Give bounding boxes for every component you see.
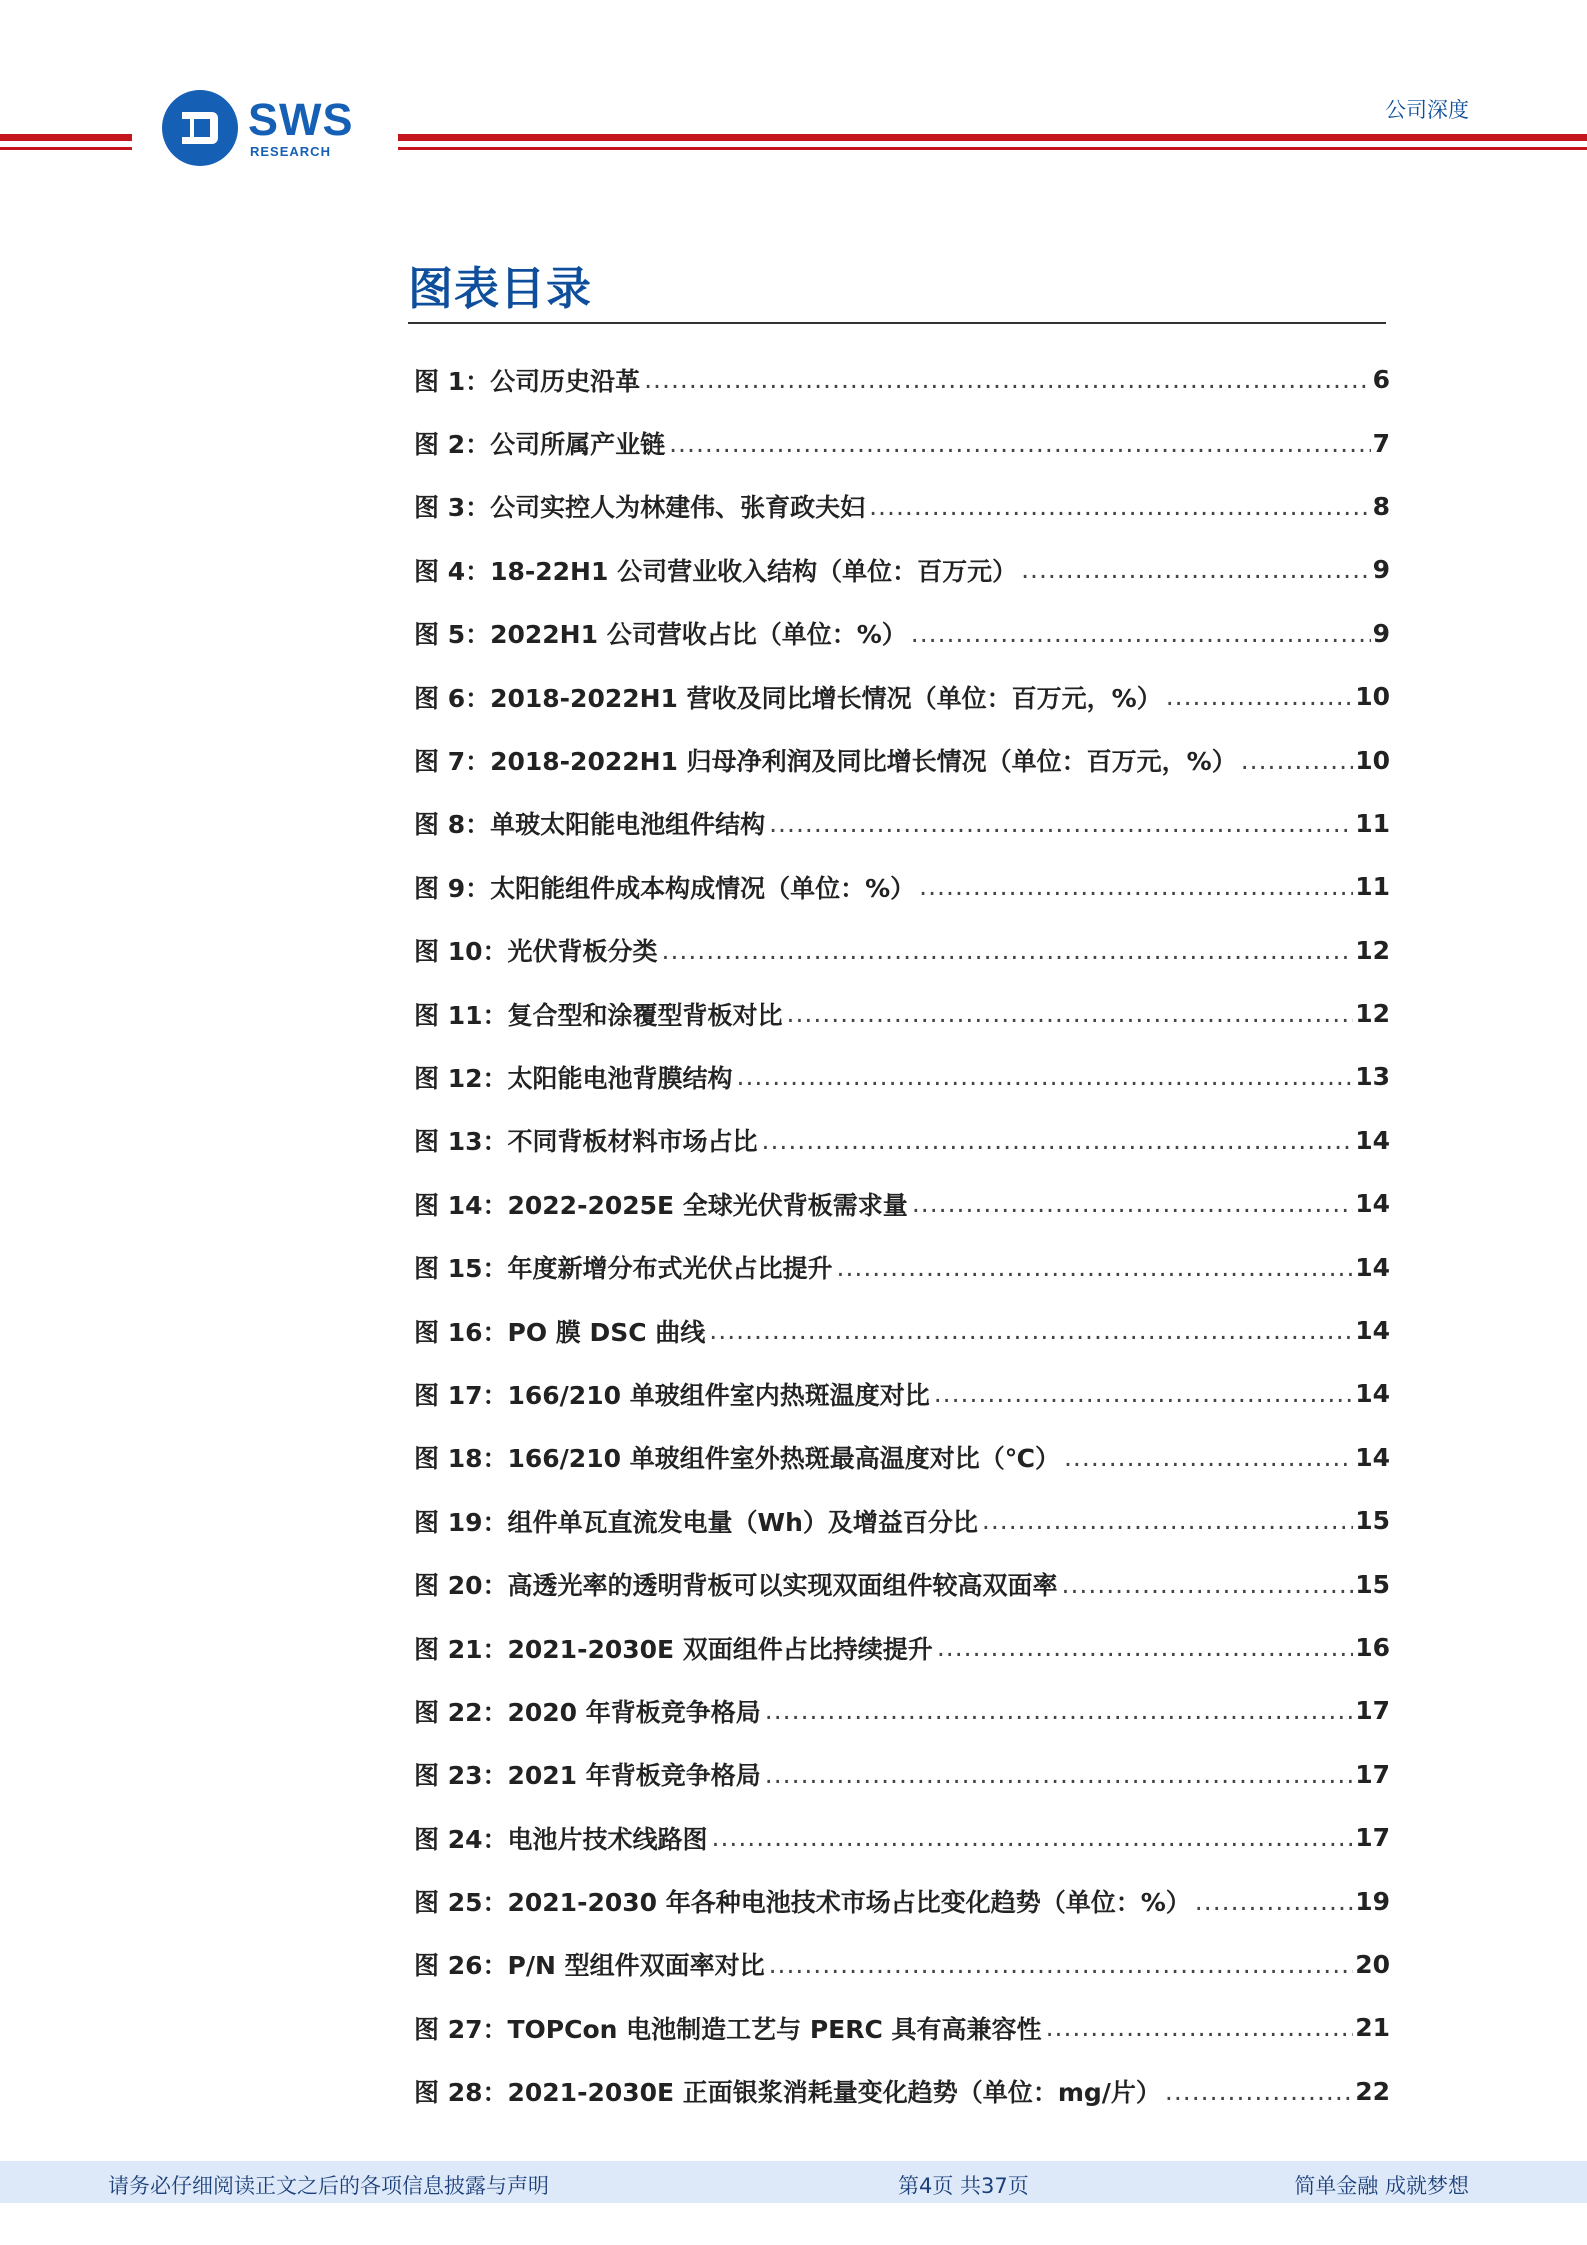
- sws-logo: [160, 88, 360, 168]
- toc-entry-leader: [1165, 2077, 1353, 2106]
- toc-entry-page: 19: [1355, 1886, 1390, 1916]
- toc-entry[interactable]: [414, 1362, 1390, 1425]
- toc-entry-page: 14: [1355, 1252, 1390, 1282]
- logo-wordmark: SWS: [248, 94, 354, 145]
- report-type-label: 公司深度: [1385, 98, 1469, 122]
- toc-entry-leader: [1046, 2013, 1354, 2042]
- toc-entry[interactable]: [414, 1679, 1390, 1742]
- toc-entry-label: 图 6：2018-2022H1 营收及同比增长情况（单位：百万元，%）: [414, 683, 1162, 713]
- header-red-bar-left: [0, 134, 132, 141]
- toc-entry-page: 6: [1372, 365, 1390, 395]
- toc-entry-leader: [709, 1316, 1353, 1345]
- toc-entry-leader: [1166, 682, 1353, 711]
- toc-entry-page: 14: [1355, 1316, 1390, 1346]
- toc-entry-leader: [869, 492, 1370, 521]
- toc-entry-page: 11: [1355, 872, 1390, 902]
- toc-entry-label: 图 14：2022-2025E 全球光伏背板需求量: [414, 1190, 908, 1220]
- toc-entry-page: 16: [1355, 1633, 1390, 1662]
- toc-entry-leader: [837, 1253, 1354, 1282]
- toc-title: 图表目录: [408, 262, 593, 315]
- sws-logo-icon: [160, 88, 240, 168]
- header-red-line-left: [0, 147, 132, 150]
- toc-entry-label: 图 11：复合型和涂覆型背板对比: [414, 1000, 783, 1030]
- toc-entry-leader: [762, 1126, 1354, 1155]
- toc-entry-label: 图 21：2021-2030E 双面组件占比持续提升: [414, 1634, 933, 1664]
- toc-entry-page: 22: [1355, 2076, 1390, 2106]
- toc-entry-label: 图 5：2022H1 公司营收占比（单位：%）: [414, 620, 907, 650]
- toc-entry-leader: [712, 1823, 1354, 1852]
- toc-entry[interactable]: [414, 1743, 1390, 1806]
- toc-entry-label: 图 25：2021-2030 年各种电池技术市场占比变化趋势（单位：%）: [414, 1888, 1191, 1918]
- toc-entry-page: 14: [1355, 1125, 1390, 1155]
- toc-entry-page: 12: [1355, 935, 1390, 965]
- toc-entry-leader: [1195, 1887, 1353, 1916]
- toc-entry[interactable]: [414, 348, 1390, 411]
- toc-entry-leader: [765, 1760, 1353, 1789]
- toc-entry-label: 图 16：PO 膜 DSC 曲线: [414, 1317, 706, 1347]
- toc-entry-leader: [937, 1633, 1353, 1662]
- toc-entry[interactable]: [414, 1616, 1390, 1679]
- toc-entry-label: 图 23：2021 年背板竞争格局: [414, 1761, 761, 1791]
- toc-entry-label: 图 7：2018-2022H1 归母净利润及同比增长情况（单位：百万元，%）: [414, 747, 1237, 777]
- toc-entry[interactable]: [414, 1172, 1390, 1235]
- toc-entry[interactable]: [414, 792, 1390, 855]
- toc-entry-page: 10: [1355, 745, 1390, 775]
- toc-entry-label: 图 8：单玻太阳能电池组件结构: [414, 810, 766, 840]
- toc-entry-leader: [737, 1062, 1354, 1091]
- toc-title-divider: [408, 322, 1386, 324]
- footer-page-info: 第4页 共37页: [898, 2174, 1029, 2198]
- toc-entry-leader: [769, 809, 1353, 838]
- toc-entry[interactable]: [414, 855, 1390, 918]
- toc-entry-page: 17: [1355, 1759, 1390, 1789]
- toc-entry-label: 图 1：公司历史沿革: [414, 366, 641, 396]
- toc-entry-label: 图 28：2021-2030E 正面银浆消耗量变化趋势（单位：mg/片）: [414, 2078, 1161, 2108]
- toc-entry-page: 10: [1355, 682, 1390, 712]
- toc-entry-label: 图 4：18-22H1 公司营业收入结构（单位：百万元）: [414, 556, 1018, 586]
- toc-entry[interactable]: [414, 1806, 1390, 1869]
- toc-entry-page: 11: [1355, 808, 1390, 838]
- toc-entry-label: 图 3：公司实控人为林建伟、张育政夫妇: [414, 493, 866, 523]
- toc-entry[interactable]: [414, 1109, 1390, 1172]
- toc-entry-label: 图 10：光伏背板分类: [414, 937, 658, 967]
- toc-entry-label: 图 20：高透光率的透明背板可以实现双面组件较高双面率: [414, 1571, 1058, 1601]
- toc-entry-label: 图 19：组件单瓦直流发电量（Wh）及增益百分比: [414, 1507, 978, 1537]
- header-red-bar-right: [398, 134, 1587, 141]
- toc-entry-leader: [912, 1189, 1353, 1218]
- toc-entry-page: 14: [1355, 1379, 1390, 1409]
- toc-entry[interactable]: [414, 602, 1390, 665]
- footer-slogan: 简单金融 成就梦想: [1294, 2174, 1469, 2198]
- toc-entry[interactable]: [414, 1996, 1390, 2059]
- toc-entry[interactable]: [414, 919, 1390, 982]
- toc-entry[interactable]: [414, 1869, 1390, 1932]
- toc-entry[interactable]: [414, 982, 1390, 1045]
- toc-entry-label: 图 12：太阳能电池背膜结构: [414, 1063, 733, 1093]
- toc-entry-leader: [1062, 1570, 1354, 1599]
- footer-disclaimer: 请务必仔细阅读正文之后的各项信息披露与声明: [108, 2174, 549, 2198]
- toc-entry-leader: [1064, 1443, 1353, 1472]
- toc-entry[interactable]: [414, 1235, 1390, 1298]
- toc-entry-page: 9: [1372, 618, 1390, 648]
- toc-entry-page: 17: [1355, 1696, 1390, 1726]
- toc-entry-leader: [919, 872, 1353, 901]
- toc-entry[interactable]: [414, 1426, 1390, 1489]
- toc-entry[interactable]: [414, 475, 1390, 538]
- toc-entry-page: 15: [1355, 1569, 1390, 1599]
- toc-entry[interactable]: [414, 411, 1390, 474]
- toc-entry[interactable]: [414, 665, 1390, 728]
- toc-entry[interactable]: [414, 1299, 1390, 1362]
- toc-entry-label: 图 26：P/N 型组件双面率对比: [414, 1951, 765, 1981]
- toc-entry-page: 12: [1355, 999, 1390, 1029]
- toc-entry[interactable]: [414, 1552, 1390, 1615]
- header-red-line-right: [398, 147, 1587, 150]
- toc-entry-page: 20: [1355, 1949, 1390, 1979]
- toc-entry-label: 图 15：年度新增分布式光伏占比提升: [414, 1254, 833, 1284]
- toc-entry-leader: [787, 999, 1354, 1028]
- toc-entry-leader: [662, 936, 1354, 965]
- toc-entry-page: 15: [1355, 1506, 1390, 1536]
- toc-entry-leader: [982, 1506, 1353, 1535]
- toc-entry[interactable]: [414, 1045, 1390, 1108]
- toc-entry-page: 14: [1355, 1189, 1390, 1219]
- toc-entry-leader: [934, 1379, 1354, 1408]
- toc-entry-label: 图 18：166/210 单玻组件室外热斑最高温度对比（℃）: [414, 1444, 1060, 1474]
- toc-entry-label: 图 24：电池片技术线路图: [414, 1824, 708, 1854]
- toc-entry-label: 图 27：TOPCon 电池制造工艺与 PERC 具有高兼容性: [414, 2014, 1042, 2044]
- toc-entry-label: 图 9：太阳能组件成本构成情况（单位：%）: [414, 873, 916, 903]
- toc-entry[interactable]: [414, 1489, 1390, 1552]
- toc-entry-leader: [669, 429, 1370, 458]
- toc-entry-leader: [769, 1950, 1354, 1979]
- toc-entry-label: 图 13：不同背板材料市场占比: [414, 1127, 758, 1157]
- toc-entry-label: 图 17：166/210 单玻组件室内热斑温度对比: [414, 1380, 930, 1410]
- toc-entry-leader: [765, 1696, 1353, 1725]
- logo-subtext: RESEARCH: [250, 144, 331, 159]
- toc-entry-leader: [644, 365, 1370, 394]
- toc-entry-page: 8: [1372, 491, 1390, 521]
- toc-entry-page: 17: [1355, 1823, 1390, 1853]
- toc-entry-page: 13: [1355, 1062, 1390, 1092]
- toc-entry[interactable]: [414, 728, 1390, 791]
- toc-entry-label: 图 22：2020 年背板竞争格局: [414, 1697, 761, 1727]
- toc-entry-leader: [911, 619, 1371, 648]
- toc-entry-leader: [1021, 555, 1371, 584]
- toc-entry-page: 21: [1355, 2013, 1390, 2043]
- toc-entry-page: 7: [1372, 428, 1390, 458]
- toc-entry[interactable]: [414, 2060, 1390, 2123]
- toc-entry-page: 9: [1372, 555, 1390, 585]
- toc-entry[interactable]: [414, 1933, 1390, 1996]
- toc-entry-page: 14: [1355, 1442, 1390, 1472]
- toc-entry[interactable]: [414, 538, 1390, 601]
- toc-entry-leader: [1241, 746, 1353, 775]
- toc-list: [414, 348, 1390, 2123]
- toc-entry-label: 图 2：公司所属产业链: [414, 430, 666, 460]
